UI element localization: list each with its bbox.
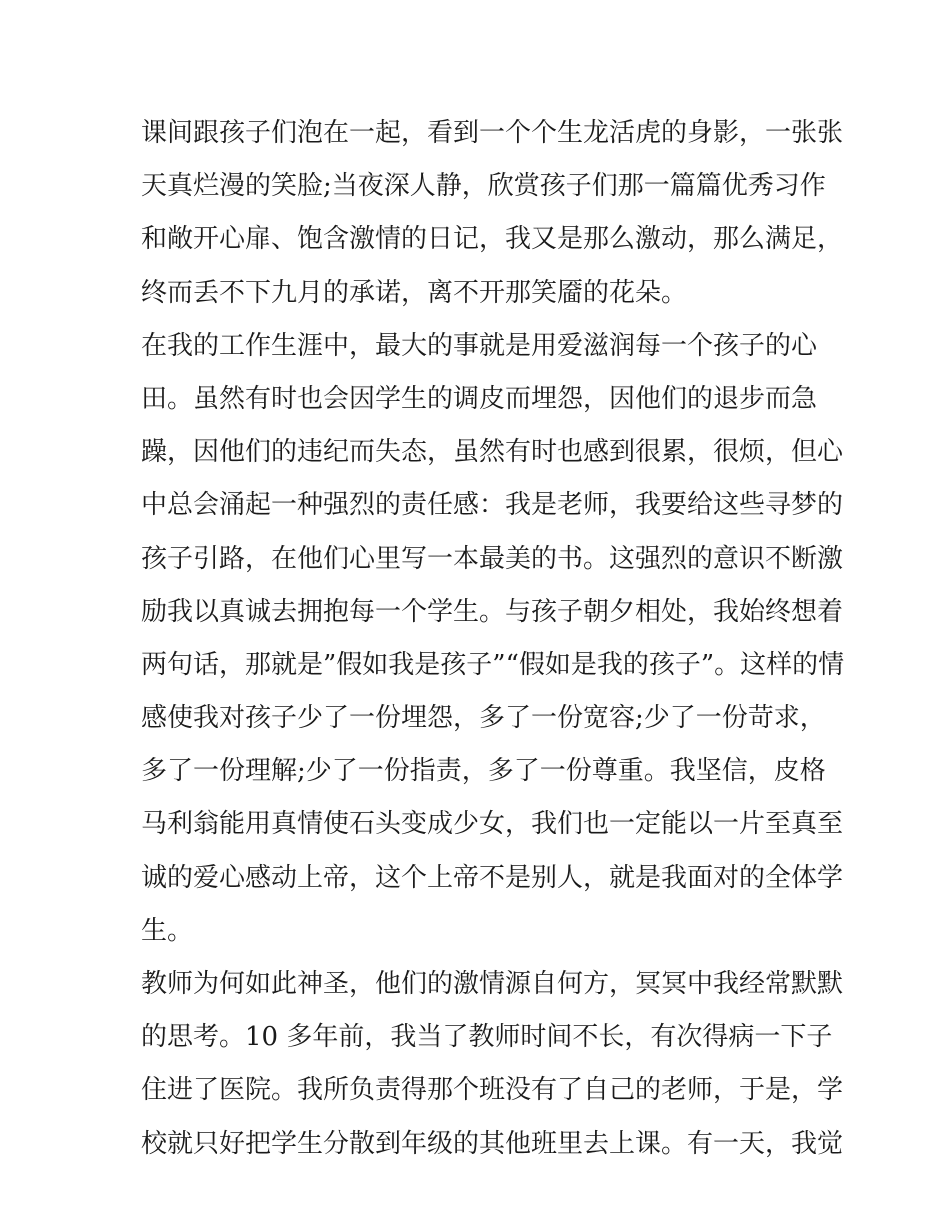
text-line: 两句话，那就是”假如我是孩子”“假如是我的孩子”。这样的情 [141,649,845,680]
text-line: 励我以真诚去拥抱每一个学生。与孩子朝夕相处，我始终想着 [141,596,844,627]
text-line: 的思考。10 多年前，我当了教师时间不长，有次得病一下子 [141,1022,833,1053]
text-line: 孩子引路，在他们心里写一本最美的书。这强烈的意识不断激 [141,543,844,574]
text-line: 马利翁能用真情使石头变成少女，我们也一定能以一片至真至 [141,809,844,840]
text-line: 校就只好把学生分散到年级的其他班里去上课。有一天，我觉 [141,1128,844,1159]
text-line: 终而丢不下九月的承诺，离不开那笑靥的花朵。 [141,277,688,308]
text-line: 教师为何如此神圣，他们的激情源自何方，冥冥中我经常默默 [141,969,844,999]
text-line: 和敞开心扉、饱含激情的日记，我又是那么激动，那么满足， [141,224,844,255]
text-line: 中总会涌起一种强烈的责任感：我是老师，我要给这些寻梦的 [141,490,844,521]
text-line: 天真烂漫的笑脸;当夜深人静，欣赏孩子们那一篇篇优秀习作 [141,171,826,202]
text-line: 在我的工作生涯中，最大的事就是用爱滋润每一个孩子的心 [141,330,818,361]
body-text [141,107,845,1171]
text-line: 生。 [141,915,194,946]
text-line: 多了一份理解;少了一份指责，多了一份尊重。我坚信，皮格 [141,756,826,787]
text-line: 课间跟孩子们泡在一起，看到一个个生龙活虎的身影，一张张 [141,118,844,148]
text-line: 住进了医院。我所负责得那个班没有了自己的老师，于是，学 [141,1075,844,1106]
text-line: 诚的爱心感动上帝，这个上帝不是别人，就是我面对的全体学 [141,862,844,893]
text-line: 躁，因他们的违纪而失态，虽然有时也感到很累，很烦，但心 [141,437,844,468]
text-line: 感使我对孩子少了一份埋怨，多了一份宽容;少了一份苛求， [141,703,826,734]
text-line: 田。虽然有时也会因学生的调皮而埋怨，因他们的退步而急 [141,383,818,414]
